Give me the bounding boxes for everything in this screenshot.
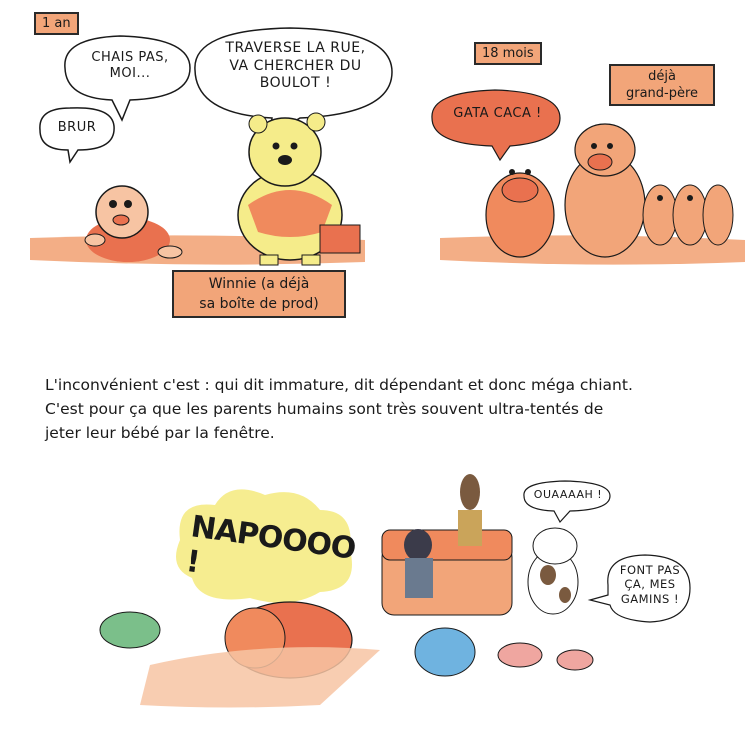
bear-speech-line-3: BOULOT ! (259, 75, 332, 91)
cow-speech-line-2: ÇA, MES (624, 577, 676, 592)
narration-line-2: C'est pour ça que les parents humains sont très souvent ultra-tentés de (45, 400, 604, 418)
tantrum-text: NAPOOOO ! (183, 509, 358, 581)
winnie-caption (172, 270, 346, 318)
baby-sound-text: BRUR (57, 120, 97, 135)
cow-speech-line-1: FONT PAS (619, 563, 681, 577)
pink-toys (498, 643, 593, 670)
cow-illustration (528, 528, 578, 614)
winnie-caption-line-2: sa boîte de prod) (199, 296, 319, 312)
bear-speech-line-2: VA CHERCHER DU (229, 57, 362, 74)
grandpa-caption-line-2: grand-père (625, 86, 699, 101)
grandpa-caption-line-1: déjà (648, 69, 676, 84)
rug (140, 647, 380, 707)
narration-line-3: jeter leur bébé par la fenêtre. (45, 424, 275, 442)
cow-speech-text (612, 563, 688, 606)
pig-speech-text: GATA CACA ! (453, 106, 542, 121)
bear-speech-text (203, 40, 388, 93)
grandpa-pig-illustration (565, 124, 645, 257)
piglet-illustration (486, 169, 554, 257)
age-label-1-an: 1 an (34, 12, 79, 35)
calf-cry-text: OUAAAAH ! (533, 488, 603, 501)
bear-speech-line-1: TRAVERSE LA RUE, (225, 40, 366, 56)
green-toy (100, 612, 160, 648)
winnie-caption-line-1: Winnie (a déjà (208, 276, 310, 292)
blue-toy (415, 628, 475, 676)
winnie-bear-illustration (238, 113, 360, 265)
baby-speech-text: CHAIS PAS, MOI... (91, 50, 169, 82)
narration-line-1: L'inconvénient c'est : qui dit immature, dit dépendant et donc méga chiant. (45, 376, 633, 394)
small-pigs-illustration (643, 185, 733, 245)
baby-illustration (85, 186, 182, 262)
grandpa-caption (609, 64, 715, 106)
pig-speech-bubble (432, 90, 560, 160)
couch-illustration (382, 530, 512, 615)
narration-text (45, 373, 725, 445)
age-label-18-mois: 18 mois (474, 42, 542, 65)
cow-speech-line-3: GAMINS ! (620, 591, 680, 606)
